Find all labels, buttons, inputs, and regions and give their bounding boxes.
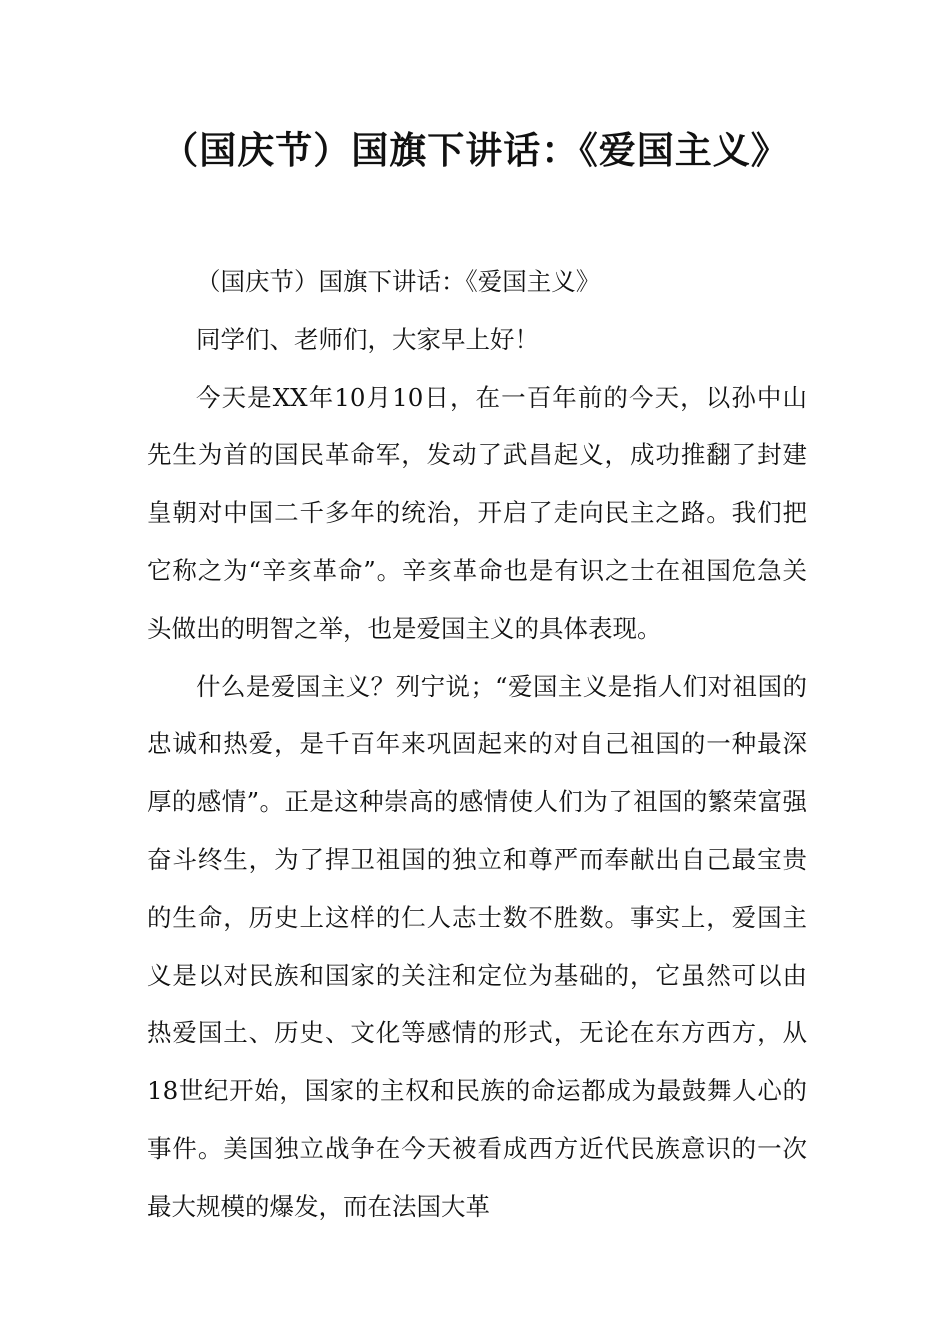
paragraph-subtitle: （国庆节）国旗下讲话：《爱国主义》 [196, 267, 601, 296]
document-body [147, 253, 807, 1236]
document-title: （国庆节）国旗下讲话：《爱国主义》 [161, 128, 789, 172]
paragraph-xinhai: 今天是XX年10月10日，在一百年前的今天，以孙中山先生为首的国民革命军，发动了武昌起义，成功推翻了封建皇朝对中国二千多年的统治，开启了走向民主之路。我们把它称之为“辛亥革命”。辛亥革命也是有识之士在祖国危急关头做出的明智之举，也是爱国主义的具体表现。 [147, 382, 807, 643]
paragraph-greeting: 同学们、老师们，大家早上好！ [196, 324, 539, 354]
paragraph-patriotism: 什么是爱国主义？列宁说；“爱国主义是指人们对祖国的忠诚和热爱，是千百年来巩固起来的对自己祖国的一种最深厚的感情”。正是这种崇高的感情使人们为了祖国的繁荣富强奋斗终生，为了捍卫祖国的独立和尊严而奉献出自己最宝贵的生命，历史上这样的仁人志士数不胜数。事实上，爱国主义是以对民族和国家的关注和定位为基础的，它虽然可以由热爱国土、历史、文化等感情的形式，无论在东方西方，从18世纪开始，国家的主权和民族的命运都成为最鼓舞人心的事件。美国独立战争在今天被看成西方近代民族意识的一次最大规模的爆发，而在法国大革 [147, 671, 807, 1221]
